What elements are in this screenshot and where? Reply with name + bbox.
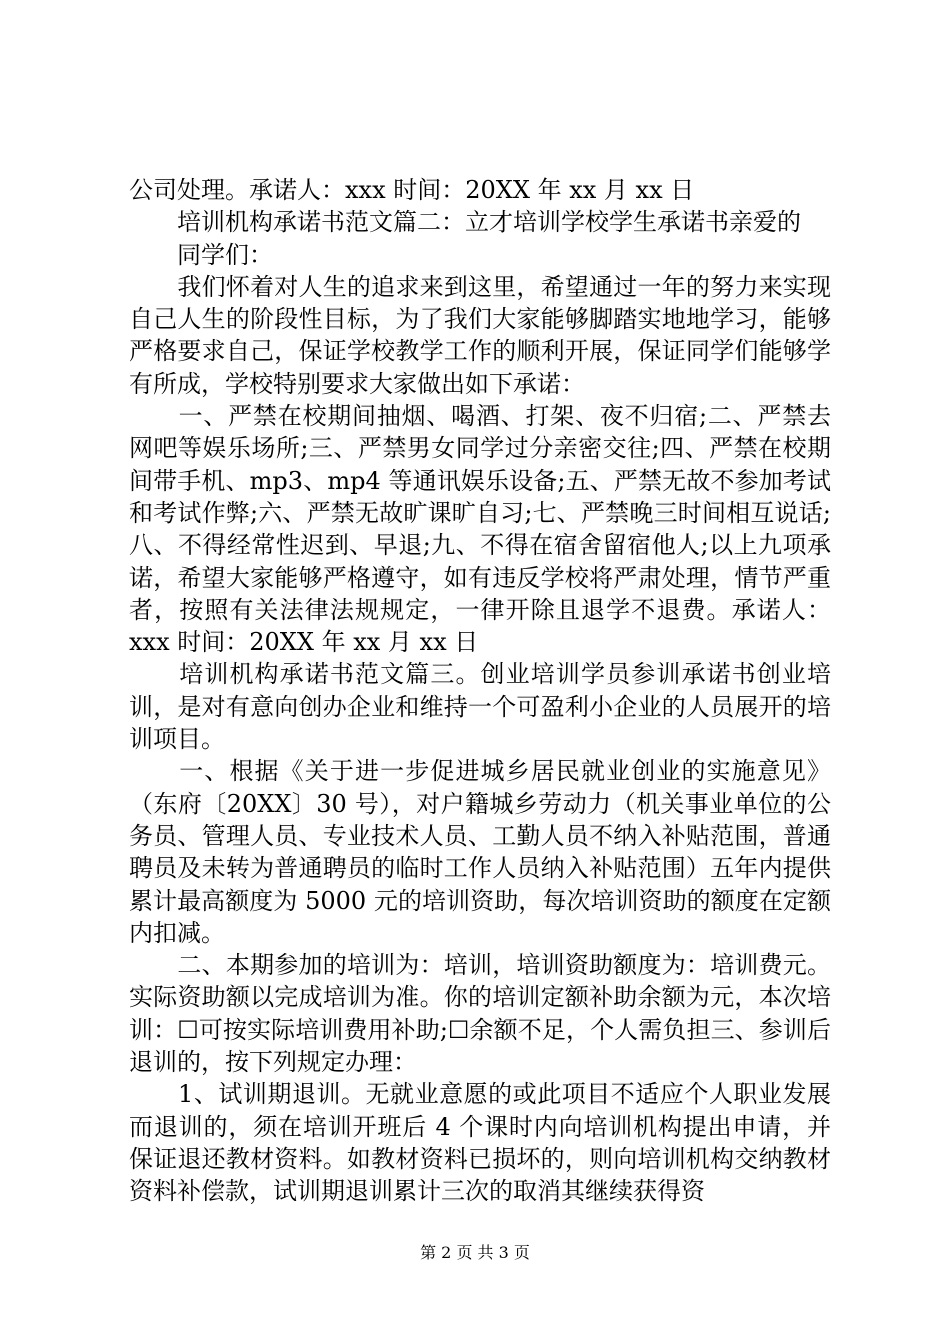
paragraph-3: 同学们：: [129, 240, 273, 269]
paragraph-7: 一、根据《关于进一步促进城乡居民就业创业的实施意见》（东府〔20XX〕30 号），对户籍城乡劳动力（机关事业单位的公务员、管理人员、专业技术人员、工勤人员不纳入补贴范围，普通聘员及未转为普通聘员的临时工作人员纳入补贴范围）五年内提供累计最高额度为 5000 元的培训资助，每次培训资助的额度在定额内扣减。: [129, 757, 831, 947]
paragraph-6: 培训机构承诺书范文篇三。创业培训学员参训承诺书创业培训，是对有意向创办企业和维持一个可盈利小企业的人员展开的培训项目。: [129, 660, 831, 754]
page-footer: 第 2 页 共 3 页: [420, 1243, 530, 1262]
paragraph-5: 一、严禁在校期间抽烟、喝酒、打架、夜不归宿;二、严禁去网吧等娱乐场所;三、严禁男女同学过分亲密交往;四、严禁在校期间带手机、mp3、mp4 等通讯娱乐设备;五、严禁无故不参加考试和考试作弊;六、严禁无故旷课旷自习;七、严禁晚三时间相互说话;八、不得经常性迟到、早退;九、不得在宿舍留宿他人;以上九项承诺，希望大家能够严格遵守，如有违反学校将严肃处理，情节严重者，按照有关法律法规规定，一律开除且退学不退费。承诺人：xxx 时间：20XX 年 xx 月 xx 日: [129, 402, 831, 657]
paragraph-8: 二、本期参加的培训为：培训，培训资助额度为：培训费元。实际资助额以完成培训为准。你的培训定额补助余额为元，本次培训：☐可按实际培训费用补助;☐余额不足，个人需负担三、参训后退训的，按下列规定办理：: [129, 951, 831, 1077]
document-body: [129, 174, 831, 1208]
paragraph-9: 1、试训期退训。无就业意愿的或此项目不适应个人职业发展而退训的，须在培训开班后 4 个课时内向培训机构提出申请，并保证退还教材资料。如教材资料已损坏的，则向培训机构交纳教材资料补偿款，试训期退训累计三次的取消其继续获得资: [129, 1080, 831, 1206]
paragraph-1: 公司处理。承诺人：xxx 时间：20XX 年 xx 月 xx 日: [129, 176, 695, 204]
paragraph-4: 我们怀着对人生的追求来到这里，希望通过一年的努力来实现自己人生的阶段性目标，为了我们大家能够脚踏实地地学习，能够严格要求自己，保证学校教学工作的顺利开展，保证同学们能够学有所成，学校特别要求大家做出如下承诺：: [129, 272, 831, 398]
paragraph-2: 培训机构承诺书范文篇二：立才培训学校学生承诺书亲爱的: [129, 208, 801, 237]
